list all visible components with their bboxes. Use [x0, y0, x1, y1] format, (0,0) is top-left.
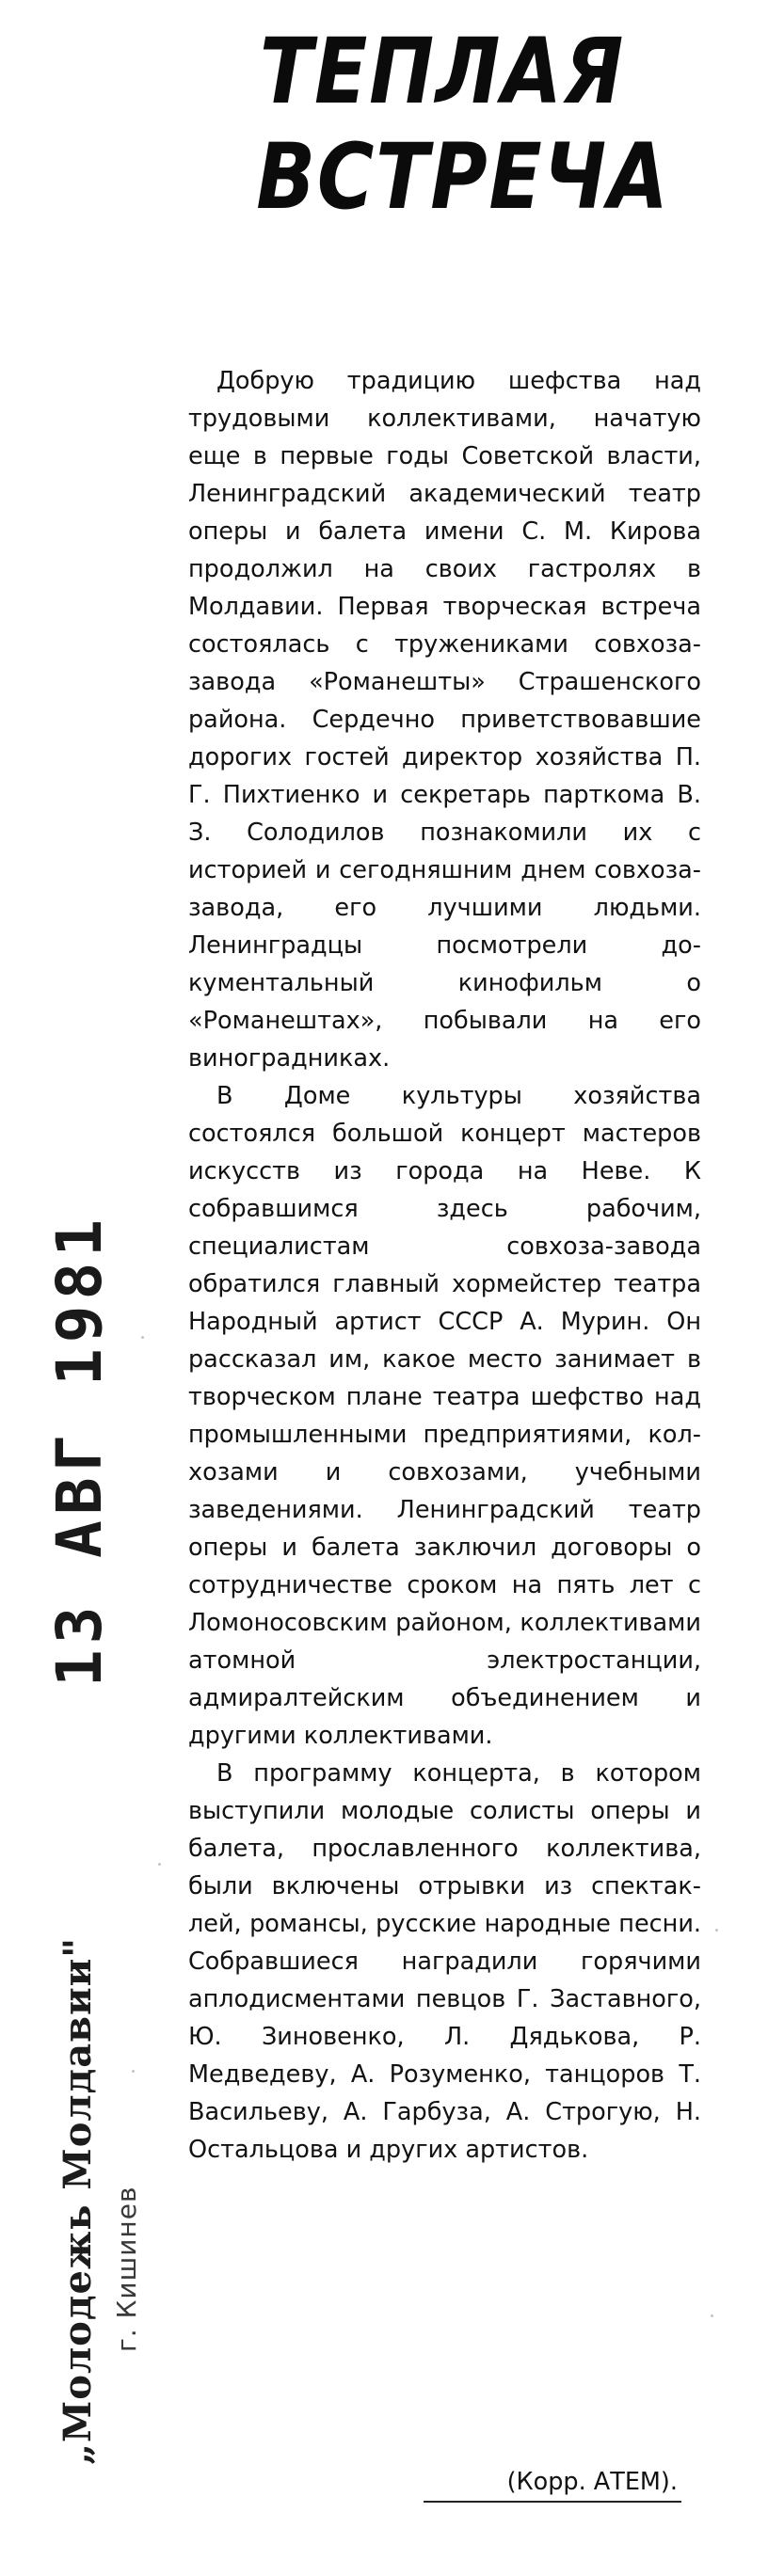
article-paragraph-1: Добрую традицию шефства над трудовыми коллективами, начатую еще в первые годы Советской власти, Ленинградский академический театр оперы и балета имени С. М. Кирова продолжил на своих гастролях в Молдавии. Первая творческая встреча состоялась с тружениками совхоза-завода «Романешты» Страшенского района. Сердечно приветствовавшие дорогих гостей директор хозяйства П. Г. Пихтиенко и секретарь парткома В. З. Солодилов познакомили их с историей и сегодняшним днем совхоза-завода, его лучшими людьми. Ленинградцы посмотрели документальный кинофильм о «Романештах», побывали на его виноградниках. — [188, 367, 701, 1073]
stamp-source-text: „Молодежь Молдавии" — [56, 1936, 100, 2465]
stamp-date-text: 13 АВГ 1981 — [43, 1214, 116, 1688]
article-body — [188, 362, 701, 2169]
paper-speck — [715, 1929, 718, 1932]
article-byline: (Корр. АТЕМ). — [424, 2463, 681, 2503]
paper-speck — [158, 1863, 161, 1866]
paper-speck — [711, 2314, 713, 2317]
paper-speck — [141, 1336, 144, 1339]
article-paragraph-2: В Доме культуры хозяйства состоялся большой концерт мастеров искусств из города на Неве. К собравшимся здесь рабочим, специалистам совхоза-завода обратился главный хормейстер театра Народный артист СССР А. Мурин. Он рассказал им, какое место занимает в творческом плане театра шефство над промышленными предприятиями, колхозами и совхозами, учебными заведениями. Ленинградский театр оперы и балета заключил договоры о сотрудничестве сроком на пять лет с Ломоносовским районом, коллективами атомной электростанции, адмиралтейским объединением и другими коллективами. — [188, 1082, 701, 1750]
stamp-city-text: г. Кишинев — [111, 2186, 142, 2352]
paper-speck — [132, 2070, 135, 2073]
headline-line-2: ВСТРЕЧА — [256, 124, 670, 230]
headline-line-1: ТЕПЛАЯ — [259, 19, 626, 124]
article-paragraph-3: В программу концерта, в котором выступили молодые солисты оперы и балета, прославленного коллектива, были включены отрывки из спектаклей, романсы, русские народные песни. Собравшиеся наградили горячими аплодисментами певцов Г. Заставного, Ю. Зиновенко, Л. Дядькова, Р. Медведеву, А. Розуменко, танцоров Т. Васильеву, А. Гарбуза, А. Строгую, Н. Остальцова и других артистов. — [188, 1759, 701, 2164]
headline — [256, 19, 670, 230]
